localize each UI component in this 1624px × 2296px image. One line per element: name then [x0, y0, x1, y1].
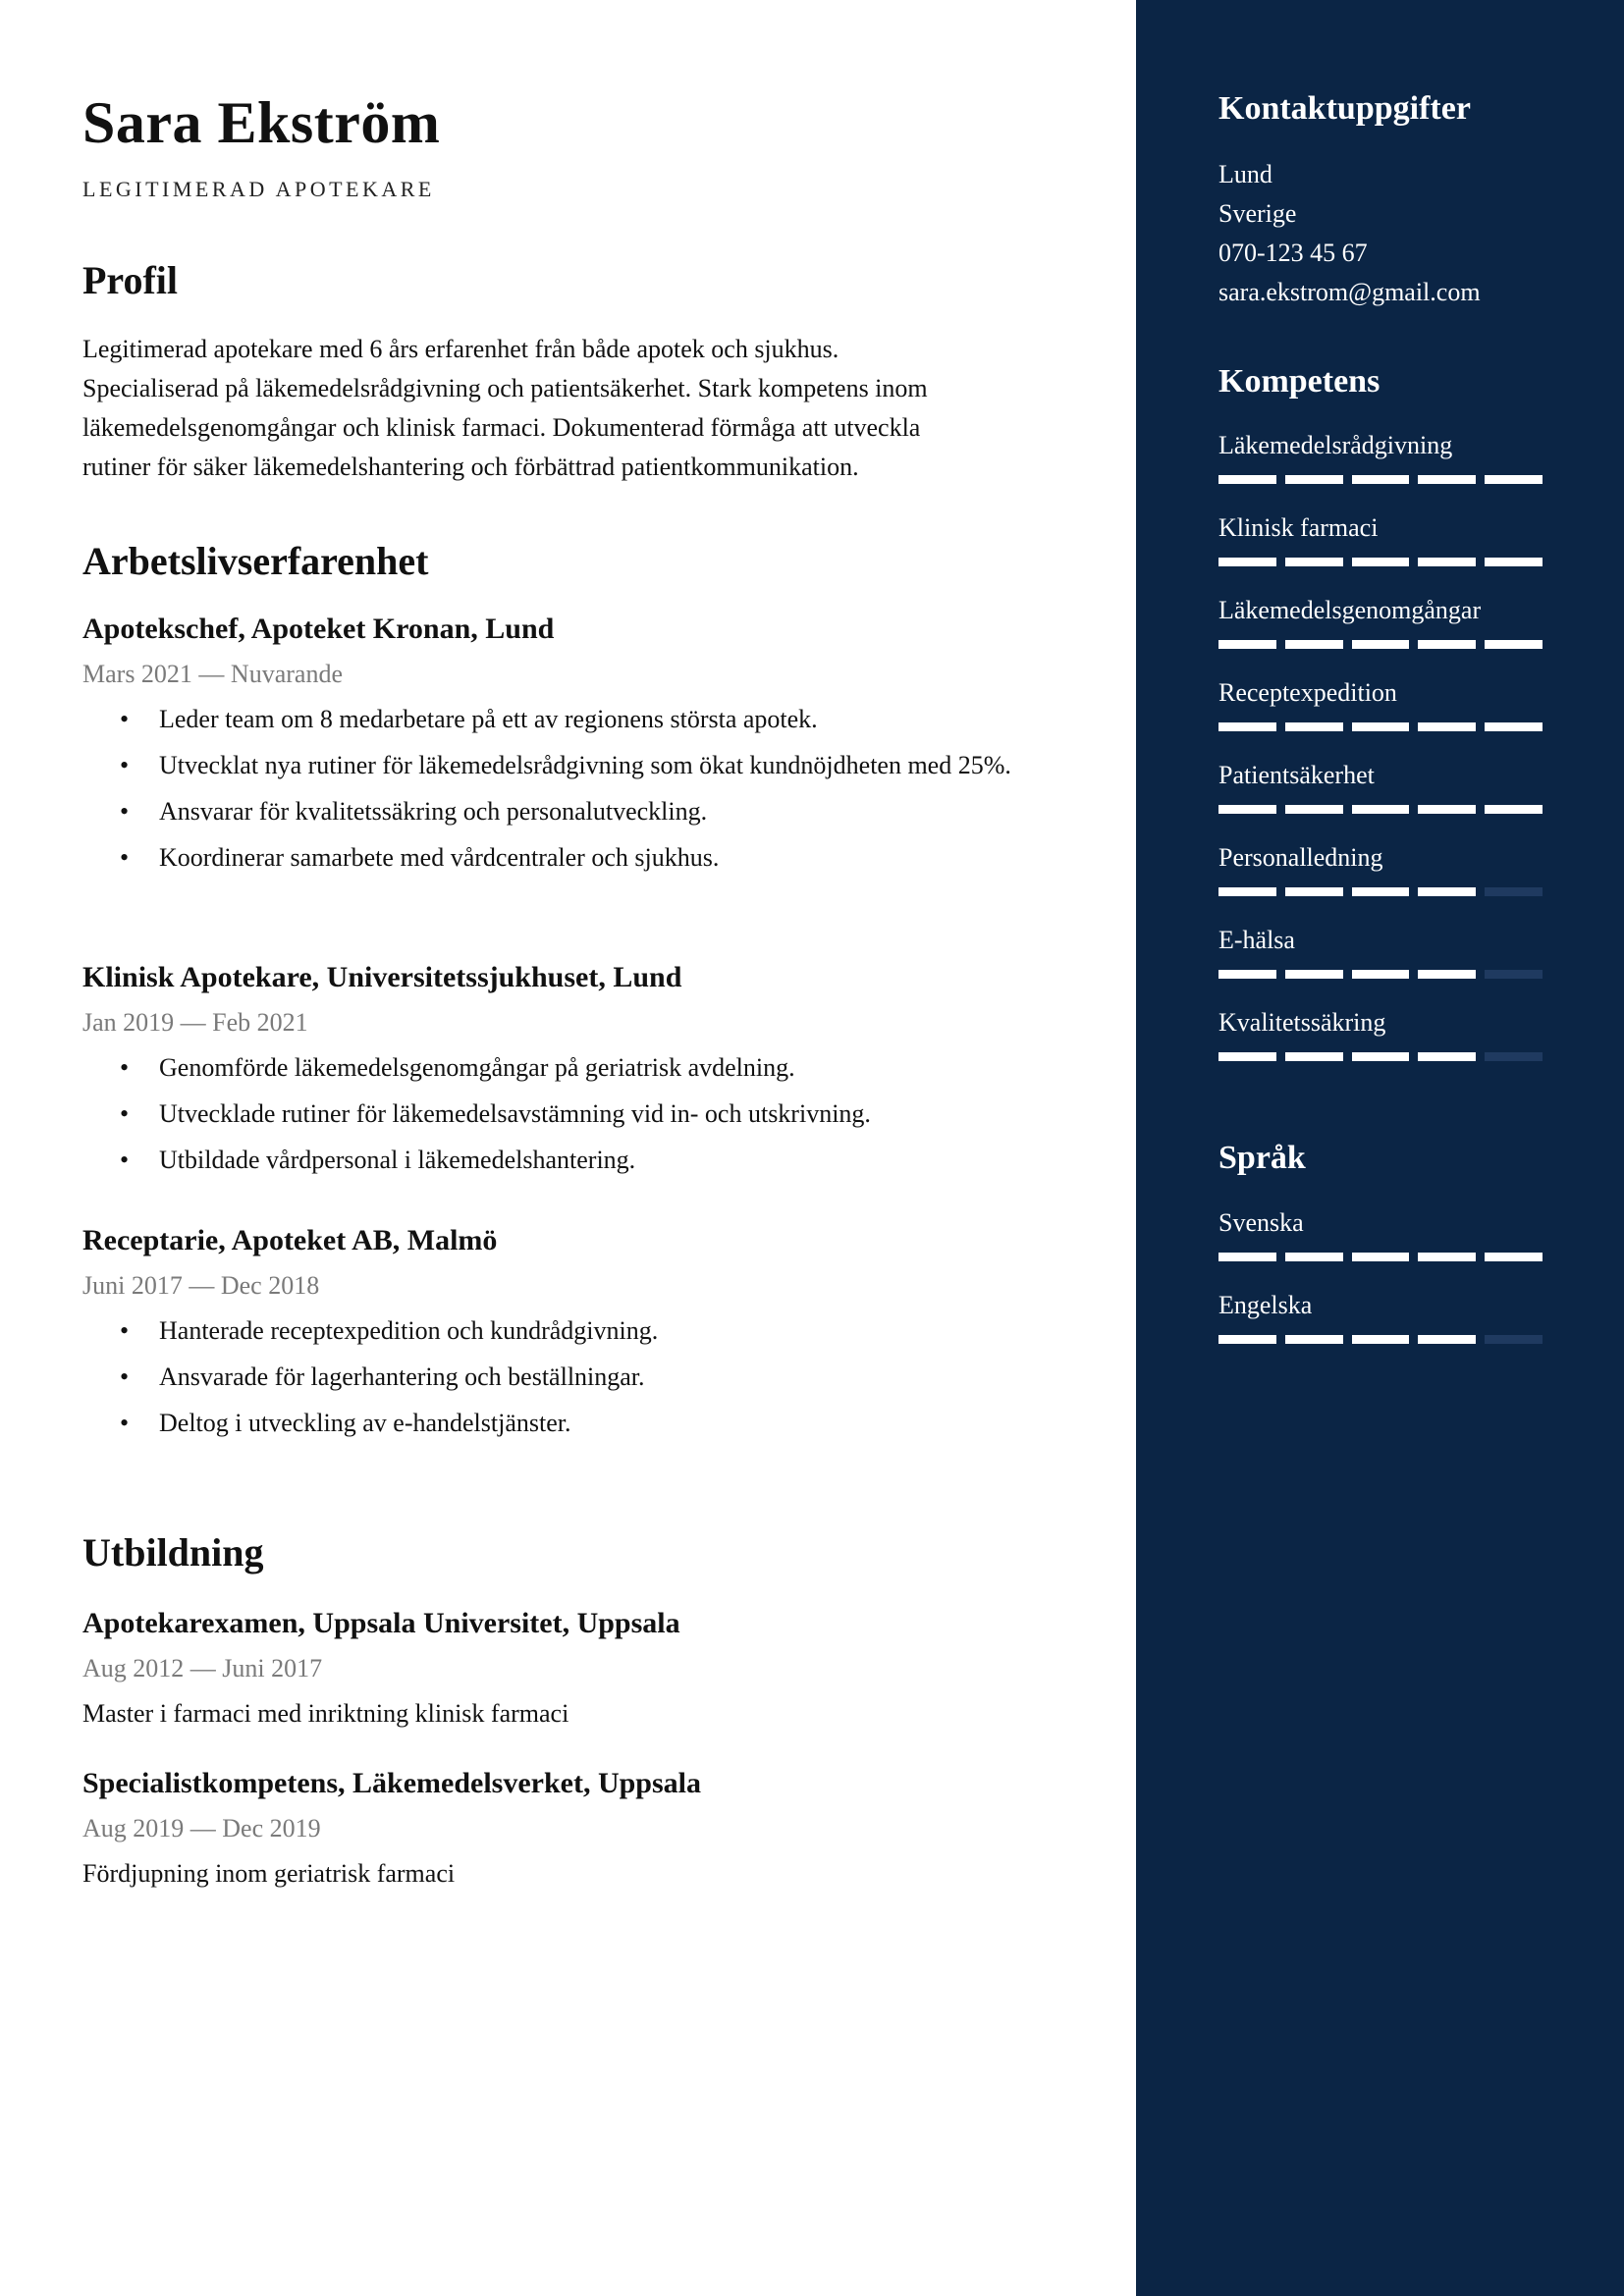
level-segment-filled: [1285, 640, 1343, 649]
job-entry: [82, 1221, 1104, 1450]
job-title-subtitle: LEGITIMERAD APOTEKARE: [82, 177, 435, 201]
job-entry: [82, 610, 1104, 884]
skill-item: [1218, 1006, 1543, 1061]
job-bullet: • Ansvarar för kvalitetssäkring och personalutveckling.: [120, 792, 1072, 831]
level-segment-filled: [1418, 1052, 1476, 1061]
level-segment-filled: [1352, 475, 1410, 484]
skill-label: E-hälsa: [1218, 926, 1295, 954]
skill-item: [1218, 429, 1543, 484]
job-bullet: • Utbildade vårdpersonal i läkemedelshantering.: [120, 1141, 1072, 1180]
skill-label: Patientsäkerhet: [1218, 761, 1375, 789]
level-segment-empty: [1485, 1335, 1543, 1344]
level-segment-filled: [1285, 558, 1343, 566]
level-segment-filled: [1285, 1335, 1343, 1344]
job-bullets: [82, 1311, 1104, 1443]
language-item: [1218, 1206, 1543, 1261]
job-dates: Jan 2019 — Feb 2021: [82, 1008, 308, 1037]
level-segment-filled: [1418, 558, 1476, 566]
level-segment-filled: [1218, 1335, 1276, 1344]
level-segment-filled: [1485, 805, 1543, 814]
level-segment-filled: [1352, 887, 1410, 896]
profile-line: Legitimerad apotekare med 6 års erfarenhet från både apotek och sjukhus.: [82, 335, 839, 363]
skill-item: [1218, 511, 1543, 566]
level-segment-filled: [1485, 722, 1543, 731]
education-dates: Aug 2019 — Dec 2019: [82, 1814, 321, 1842]
level-segment-filled: [1285, 805, 1343, 814]
skill-item: [1218, 676, 1543, 731]
language-label: Svenska: [1218, 1208, 1304, 1237]
job-entry: [82, 958, 1104, 1187]
profile-heading: Profil: [82, 258, 179, 302]
contact-details: [1218, 155, 1481, 312]
level-segment-filled: [1218, 805, 1276, 814]
education-dates: Aug 2012 — Juni 2017: [82, 1654, 323, 1682]
level-segment-filled: [1352, 722, 1410, 731]
education-description: Master i farmaci med inriktning klinisk farmaci: [82, 1699, 569, 1728]
contact-email: sara.ekstrom@gmail.com: [1218, 278, 1481, 306]
level-segment-filled: [1285, 887, 1343, 896]
level-segment-filled: [1218, 558, 1276, 566]
job-bullet: • Koordinerar samarbete med vårdcentraler och sjukhus.: [120, 838, 1072, 878]
language-level-bars: [1218, 1253, 1543, 1261]
level-segment-filled: [1485, 640, 1543, 649]
skill-item: [1218, 594, 1543, 649]
skill-level-bars: [1218, 1052, 1543, 1061]
level-segment-filled: [1285, 970, 1343, 979]
contact-phone: 070-123 45 67: [1218, 239, 1368, 267]
level-segment-filled: [1285, 722, 1343, 731]
level-segment-empty: [1485, 1052, 1543, 1061]
level-segment-filled: [1418, 805, 1476, 814]
sidebar: [1136, 0, 1624, 2296]
level-segment-filled: [1352, 970, 1410, 979]
level-segment-filled: [1418, 475, 1476, 484]
skill-label: Receptexpedition: [1218, 678, 1397, 707]
level-segment-empty: [1485, 970, 1543, 979]
level-segment-filled: [1285, 1253, 1343, 1261]
level-segment-filled: [1218, 722, 1276, 731]
level-segment-filled: [1352, 640, 1410, 649]
contact-city: Lund: [1218, 160, 1272, 188]
job-title: Receptarie, Apoteket AB, Malmö: [82, 1224, 498, 1256]
education-entry: [82, 1604, 1104, 1734]
job-title: Apotekschef, Apoteket Kronan, Lund: [82, 613, 555, 645]
job-dates: Mars 2021 — Nuvarande: [82, 660, 343, 688]
job-bullets: [82, 700, 1104, 878]
job-title: Klinisk Apotekare, Universitetssjukhuset, Lund: [82, 961, 682, 993]
level-segment-filled: [1218, 1052, 1276, 1061]
skill-label: Personalledning: [1218, 843, 1383, 872]
level-segment-filled: [1352, 1335, 1410, 1344]
level-segment-filled: [1218, 640, 1276, 649]
skill-level-bars: [1218, 722, 1543, 731]
skill-label: Kvalitetssäkring: [1218, 1008, 1386, 1037]
level-segment-filled: [1352, 1052, 1410, 1061]
job-bullet: • Utvecklat nya rutiner för läkemedelsrådgivning som ökat kundnöjdheten med 25%.: [120, 746, 1072, 785]
level-segment-filled: [1485, 475, 1543, 484]
level-segment-filled: [1352, 1253, 1410, 1261]
level-segment-filled: [1218, 475, 1276, 484]
language-item: [1218, 1289, 1543, 1344]
experience-heading: Arbetslivserfarenhet: [82, 539, 429, 583]
skill-label: Läkemedelsgenomgångar: [1218, 596, 1482, 624]
profile-text: [82, 330, 1084, 487]
level-segment-filled: [1418, 1253, 1476, 1261]
skill-level-bars: [1218, 640, 1543, 649]
profile-line: läkemedelsgenomgångar och klinisk farmaci. Dokumenterad förmåga att utveckla: [82, 413, 921, 442]
level-segment-filled: [1285, 1052, 1343, 1061]
job-bullet: • Deltog i utveckling av e-handelstjänster.: [120, 1404, 1072, 1443]
level-segment-filled: [1418, 970, 1476, 979]
skill-item: [1218, 924, 1543, 979]
level-segment-filled: [1418, 640, 1476, 649]
skill-item: [1218, 759, 1543, 814]
skill-level-bars: [1218, 475, 1543, 484]
skill-level-bars: [1218, 887, 1543, 896]
level-segment-filled: [1218, 970, 1276, 979]
skill-label: Klinisk farmaci: [1218, 513, 1379, 542]
job-bullet: • Leder team om 8 medarbetare på ett av regionens största apotek.: [120, 700, 1072, 739]
level-segment-filled: [1418, 722, 1476, 731]
language-label: Engelska: [1218, 1291, 1313, 1319]
job-bullet: • Genomförde läkemedelsgenomgångar på geriatrisk avdelning.: [120, 1048, 1072, 1088]
level-segment-filled: [1418, 1335, 1476, 1344]
profile-line: rutiner för säker läkemedelshantering och förbättrad patientkommunikation.: [82, 453, 859, 481]
contact-heading: Kontaktuppgifter: [1218, 90, 1471, 127]
level-segment-empty: [1485, 887, 1543, 896]
skill-level-bars: [1218, 558, 1543, 566]
contact-country: Sverige: [1218, 199, 1297, 228]
language-level-bars: [1218, 1335, 1543, 1344]
education-title: Specialistkompetens, Läkemedelsverket, Uppsala: [82, 1767, 701, 1799]
education-heading: Utbildning: [82, 1530, 264, 1575]
job-bullet: • Ansvarade för lagerhantering och beställningar.: [120, 1358, 1072, 1397]
level-segment-filled: [1285, 475, 1343, 484]
level-segment-filled: [1218, 1253, 1276, 1261]
profile-line: Specialiserad på läkemedelsrådgivning och patientsäkerhet. Stark kompetens inom: [82, 374, 928, 402]
skill-label: Läkemedelsrådgivning: [1218, 431, 1453, 459]
level-segment-filled: [1352, 805, 1410, 814]
level-segment-filled: [1485, 1253, 1543, 1261]
education-entry: [82, 1764, 1104, 1894]
skill-level-bars: [1218, 805, 1543, 814]
skill-item: [1218, 841, 1543, 896]
skills-heading: Kompetens: [1218, 363, 1380, 400]
skill-level-bars: [1218, 970, 1543, 979]
job-bullets: [82, 1048, 1104, 1180]
education-description: Fördjupning inom geriatrisk farmaci: [82, 1859, 456, 1888]
education-title: Apotekarexamen, Uppsala Universitet, Uppsala: [82, 1607, 680, 1639]
level-segment-filled: [1418, 887, 1476, 896]
level-segment-filled: [1352, 558, 1410, 566]
job-bullet: • Utvecklade rutiner för läkemedelsavstämning vid in- och utskrivning.: [120, 1095, 1072, 1134]
job-dates: Juni 2017 — Dec 2018: [82, 1271, 320, 1300]
job-bullet: • Hanterade receptexpedition och kundrådgivning.: [120, 1311, 1072, 1351]
candidate-name: Sara Ekström: [82, 90, 441, 155]
languages-heading: Språk: [1218, 1140, 1306, 1176]
level-segment-filled: [1485, 558, 1543, 566]
level-segment-filled: [1218, 887, 1276, 896]
